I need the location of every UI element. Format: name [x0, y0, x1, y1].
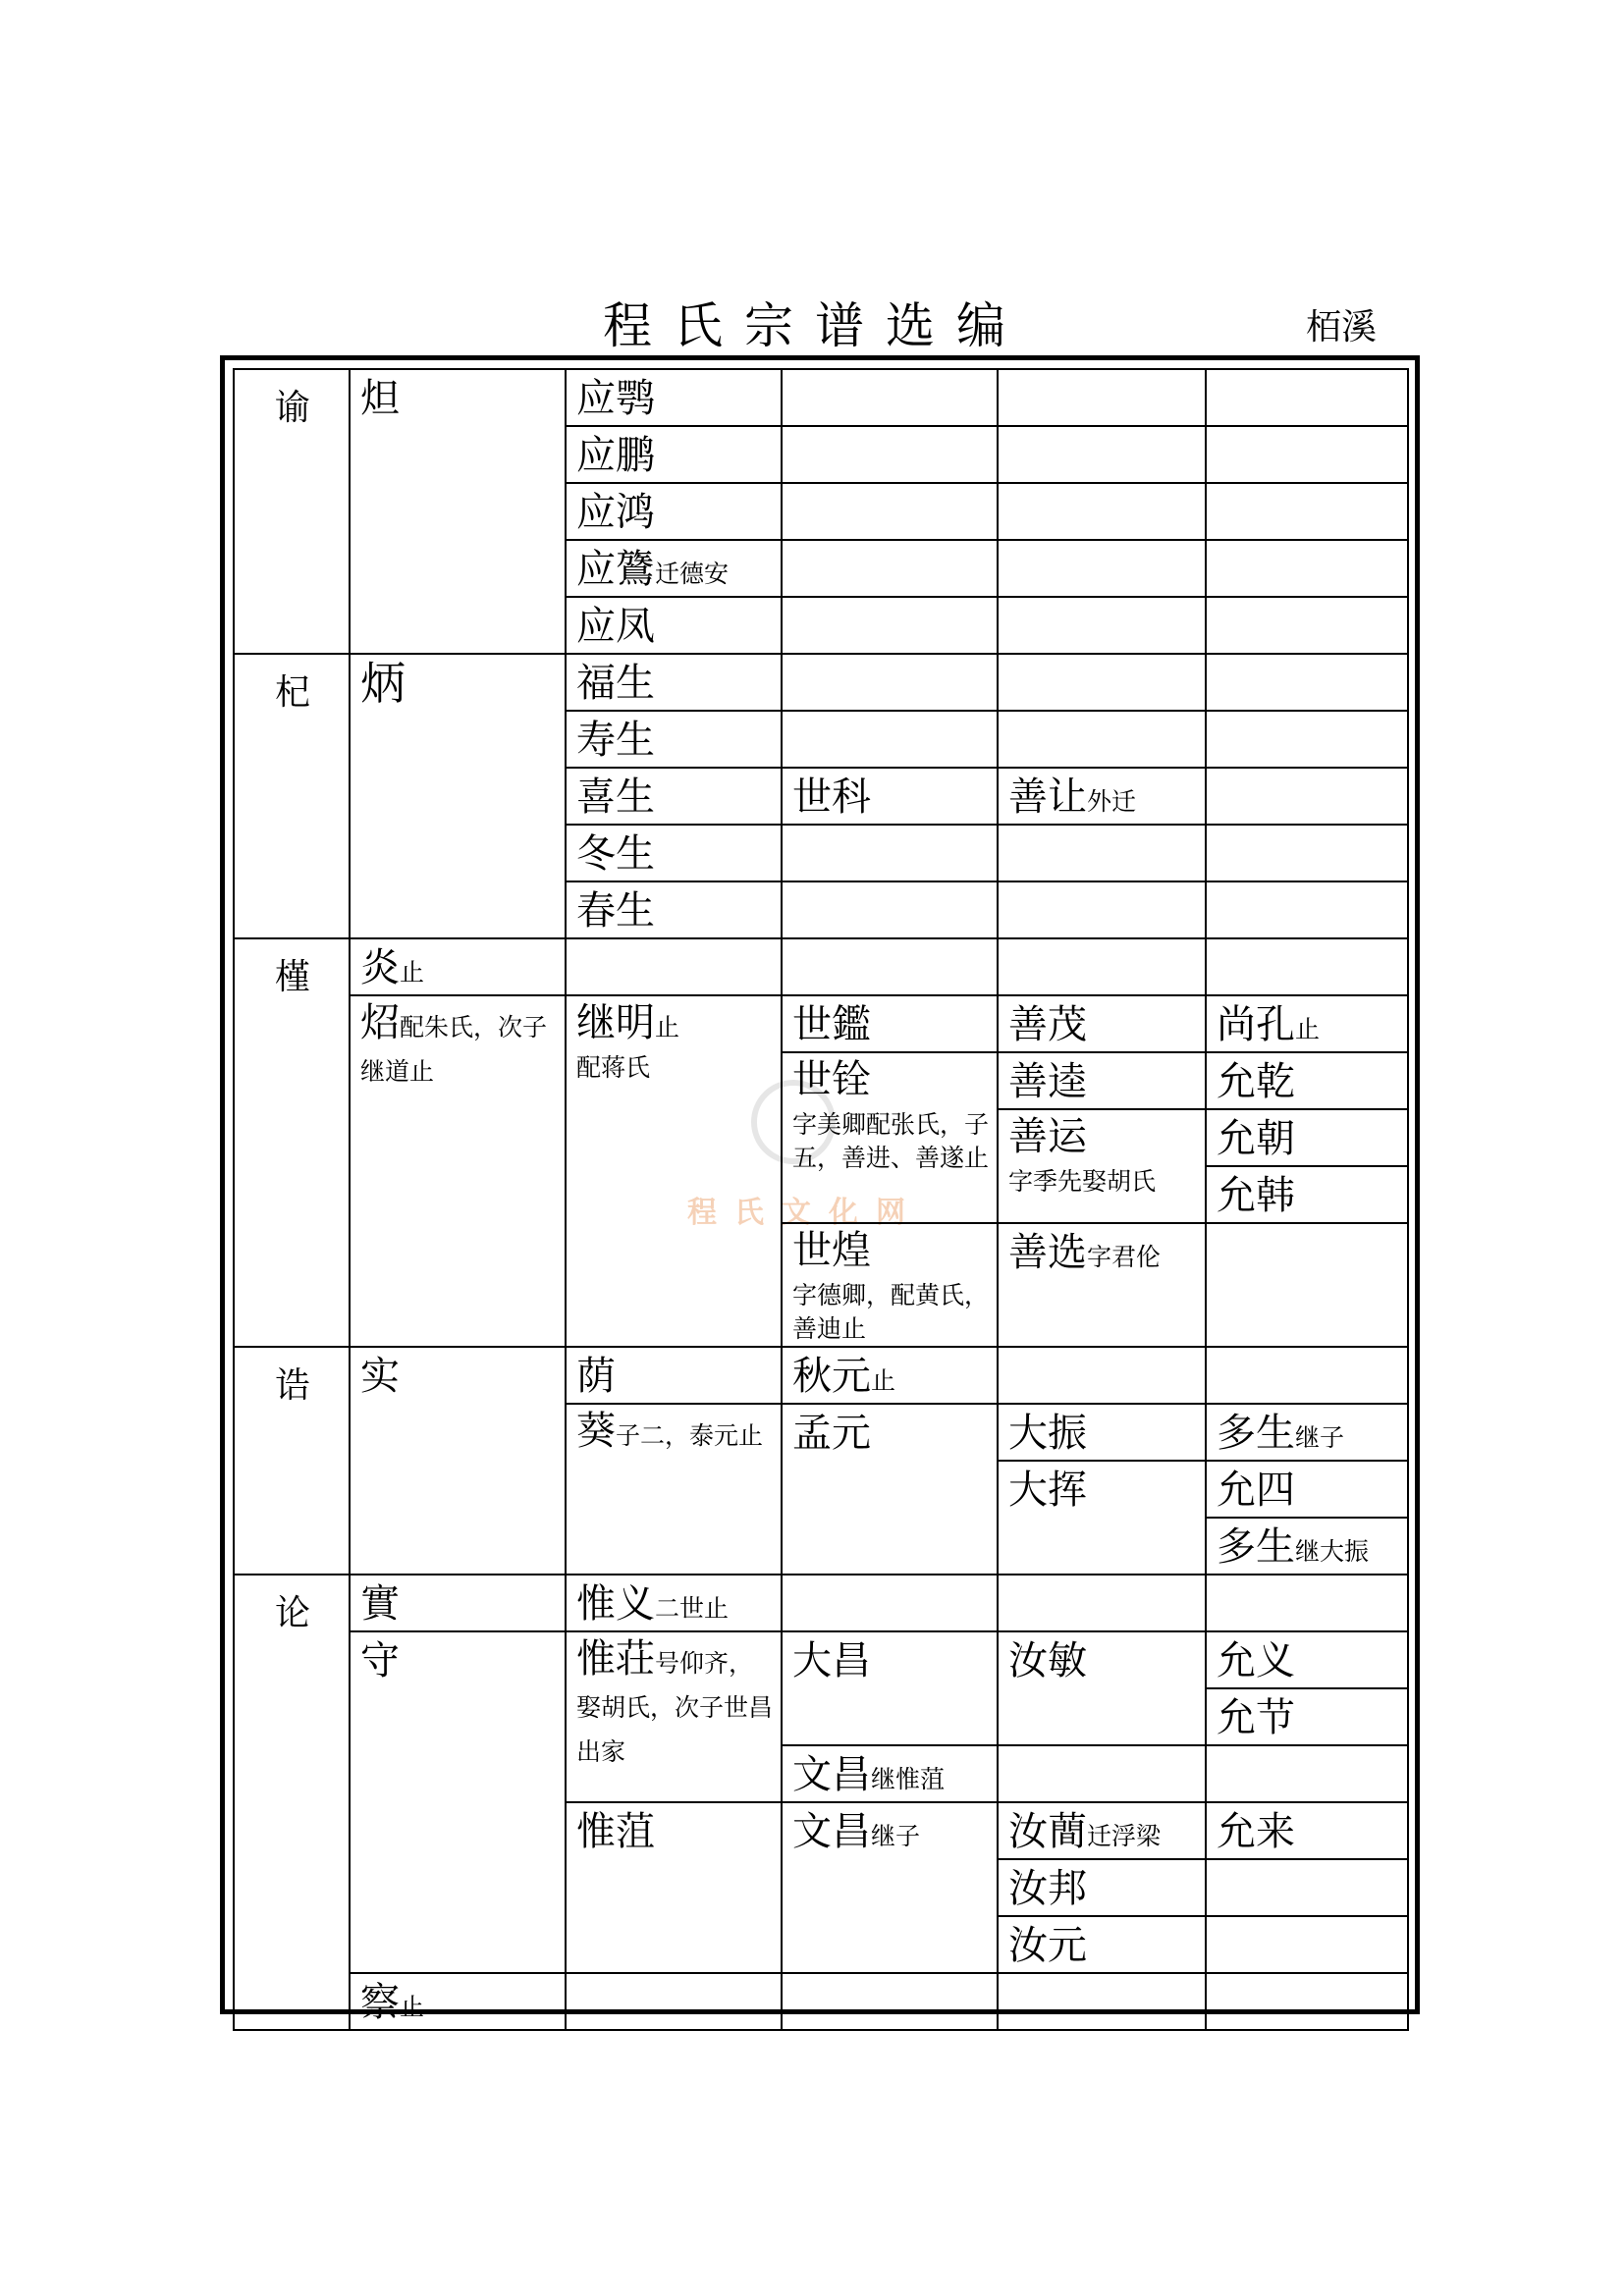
gen6-cell: 允节	[1206, 1688, 1408, 1745]
gen4-cell: 世科	[782, 768, 998, 825]
table-row	[234, 1973, 1408, 2030]
gen1-cell: 论	[234, 1575, 350, 2030]
branch-name: 栢溪	[1306, 307, 1378, 347]
gen3-cell: 继明止 配蒋氏	[566, 995, 782, 1347]
gen3-cell: 应凤	[566, 597, 782, 654]
table-row	[234, 654, 1408, 711]
genealogy-table	[233, 368, 1409, 2031]
gen3-cell: 惟荘号仰齐，娶胡氏，次子世昌出家	[566, 1631, 782, 1802]
gen4-cell: 文昌继子	[782, 1802, 998, 1973]
table-row	[234, 938, 1408, 995]
gen5-cell: 善逵	[998, 1052, 1206, 1109]
gen5-cell: 汝元	[998, 1916, 1206, 1973]
gen3-cell: 惟菹	[566, 1802, 782, 1973]
gen6-cell: 允义	[1206, 1631, 1408, 1688]
table-row	[234, 1347, 1408, 1404]
gen6-cell: 尚孔止	[1206, 995, 1408, 1052]
gen1-cell: 杞	[234, 654, 350, 938]
gen5-cell: 汝邦	[998, 1859, 1206, 1916]
gen3-cell: 惟义二世止	[566, 1575, 782, 1631]
gen2-cell: 炤配朱氏，次子继道止	[350, 995, 566, 1347]
gen6-cell: 允朝	[1206, 1109, 1408, 1166]
gen3-cell: 冬生	[566, 825, 782, 881]
gen1-cell: 诰	[234, 1347, 350, 1575]
gen3-cell: 葵子二，泰元止	[566, 1404, 782, 1575]
gen5-cell: 大挥	[998, 1461, 1206, 1575]
gen3-cell: 福生	[566, 654, 782, 711]
gen4-cell: 文昌继惟菹	[782, 1745, 998, 1802]
gen2-cell: 炟	[350, 369, 566, 654]
gen2-cell: 實	[350, 1575, 566, 1631]
gen4-cell: 孟元	[782, 1404, 998, 1575]
gen4-cell: 世煌 字德卿，配黄氏，善迪止	[782, 1223, 998, 1347]
gen6-cell: 多生继子	[1206, 1404, 1408, 1461]
gen4-cell: 大昌	[782, 1631, 998, 1745]
gen3-cell: 应鸿	[566, 483, 782, 540]
gen4-cell: 秋元止	[782, 1347, 998, 1404]
gen6-cell: 允韩	[1206, 1166, 1408, 1223]
gen3-cell: 喜生	[566, 768, 782, 825]
table-row	[234, 1575, 1408, 1631]
gen5-cell: 善运 字季先娶胡氏	[998, 1109, 1206, 1223]
page-title: 程氏宗谱选编	[603, 297, 1027, 354]
table-row	[234, 1631, 1408, 1688]
gen3-cell: 应鹗	[566, 369, 782, 426]
gen4-cell: 世铨 字美卿配张氏，子五，善进、善遂止	[782, 1052, 998, 1223]
gen4-cell: 世鑑	[782, 995, 998, 1052]
gen2-cell: 察止	[350, 1973, 566, 2030]
gen2-cell: 炳	[350, 654, 566, 938]
gen6-cell: 允来	[1206, 1802, 1408, 1859]
table-row	[234, 369, 1408, 426]
gen3-cell: 荫	[566, 1347, 782, 1404]
table-row	[234, 995, 1408, 1052]
gen3-cell: 应鷟迁德安	[566, 540, 782, 597]
gen5-cell: 汝蕳迁浮梁	[998, 1802, 1206, 1859]
gen2-cell: 炎止	[350, 938, 566, 995]
gen5-cell: 善选字君伦	[998, 1223, 1206, 1347]
gen5-cell: 善让外迁	[998, 768, 1206, 825]
gen3-cell: 春生	[566, 881, 782, 938]
watermark: 程氏文化网	[687, 1196, 923, 1230]
gen6-cell: 多生继大振	[1206, 1518, 1408, 1575]
gen6-cell: 允乾	[1206, 1052, 1408, 1109]
gen3-cell: 寿生	[566, 711, 782, 768]
gen1-cell: 谕	[234, 369, 350, 654]
gen5-cell: 大振	[998, 1404, 1206, 1461]
gen2-cell: 守	[350, 1631, 566, 1973]
gen1-cell: 槿	[234, 938, 350, 1347]
gen3-cell: 应鹏	[566, 426, 782, 483]
gen6-cell: 允四	[1206, 1461, 1408, 1518]
gen5-cell: 善茂	[998, 995, 1206, 1052]
gen5-cell: 汝敏	[998, 1631, 1206, 1745]
gen2-cell: 实	[350, 1347, 566, 1575]
